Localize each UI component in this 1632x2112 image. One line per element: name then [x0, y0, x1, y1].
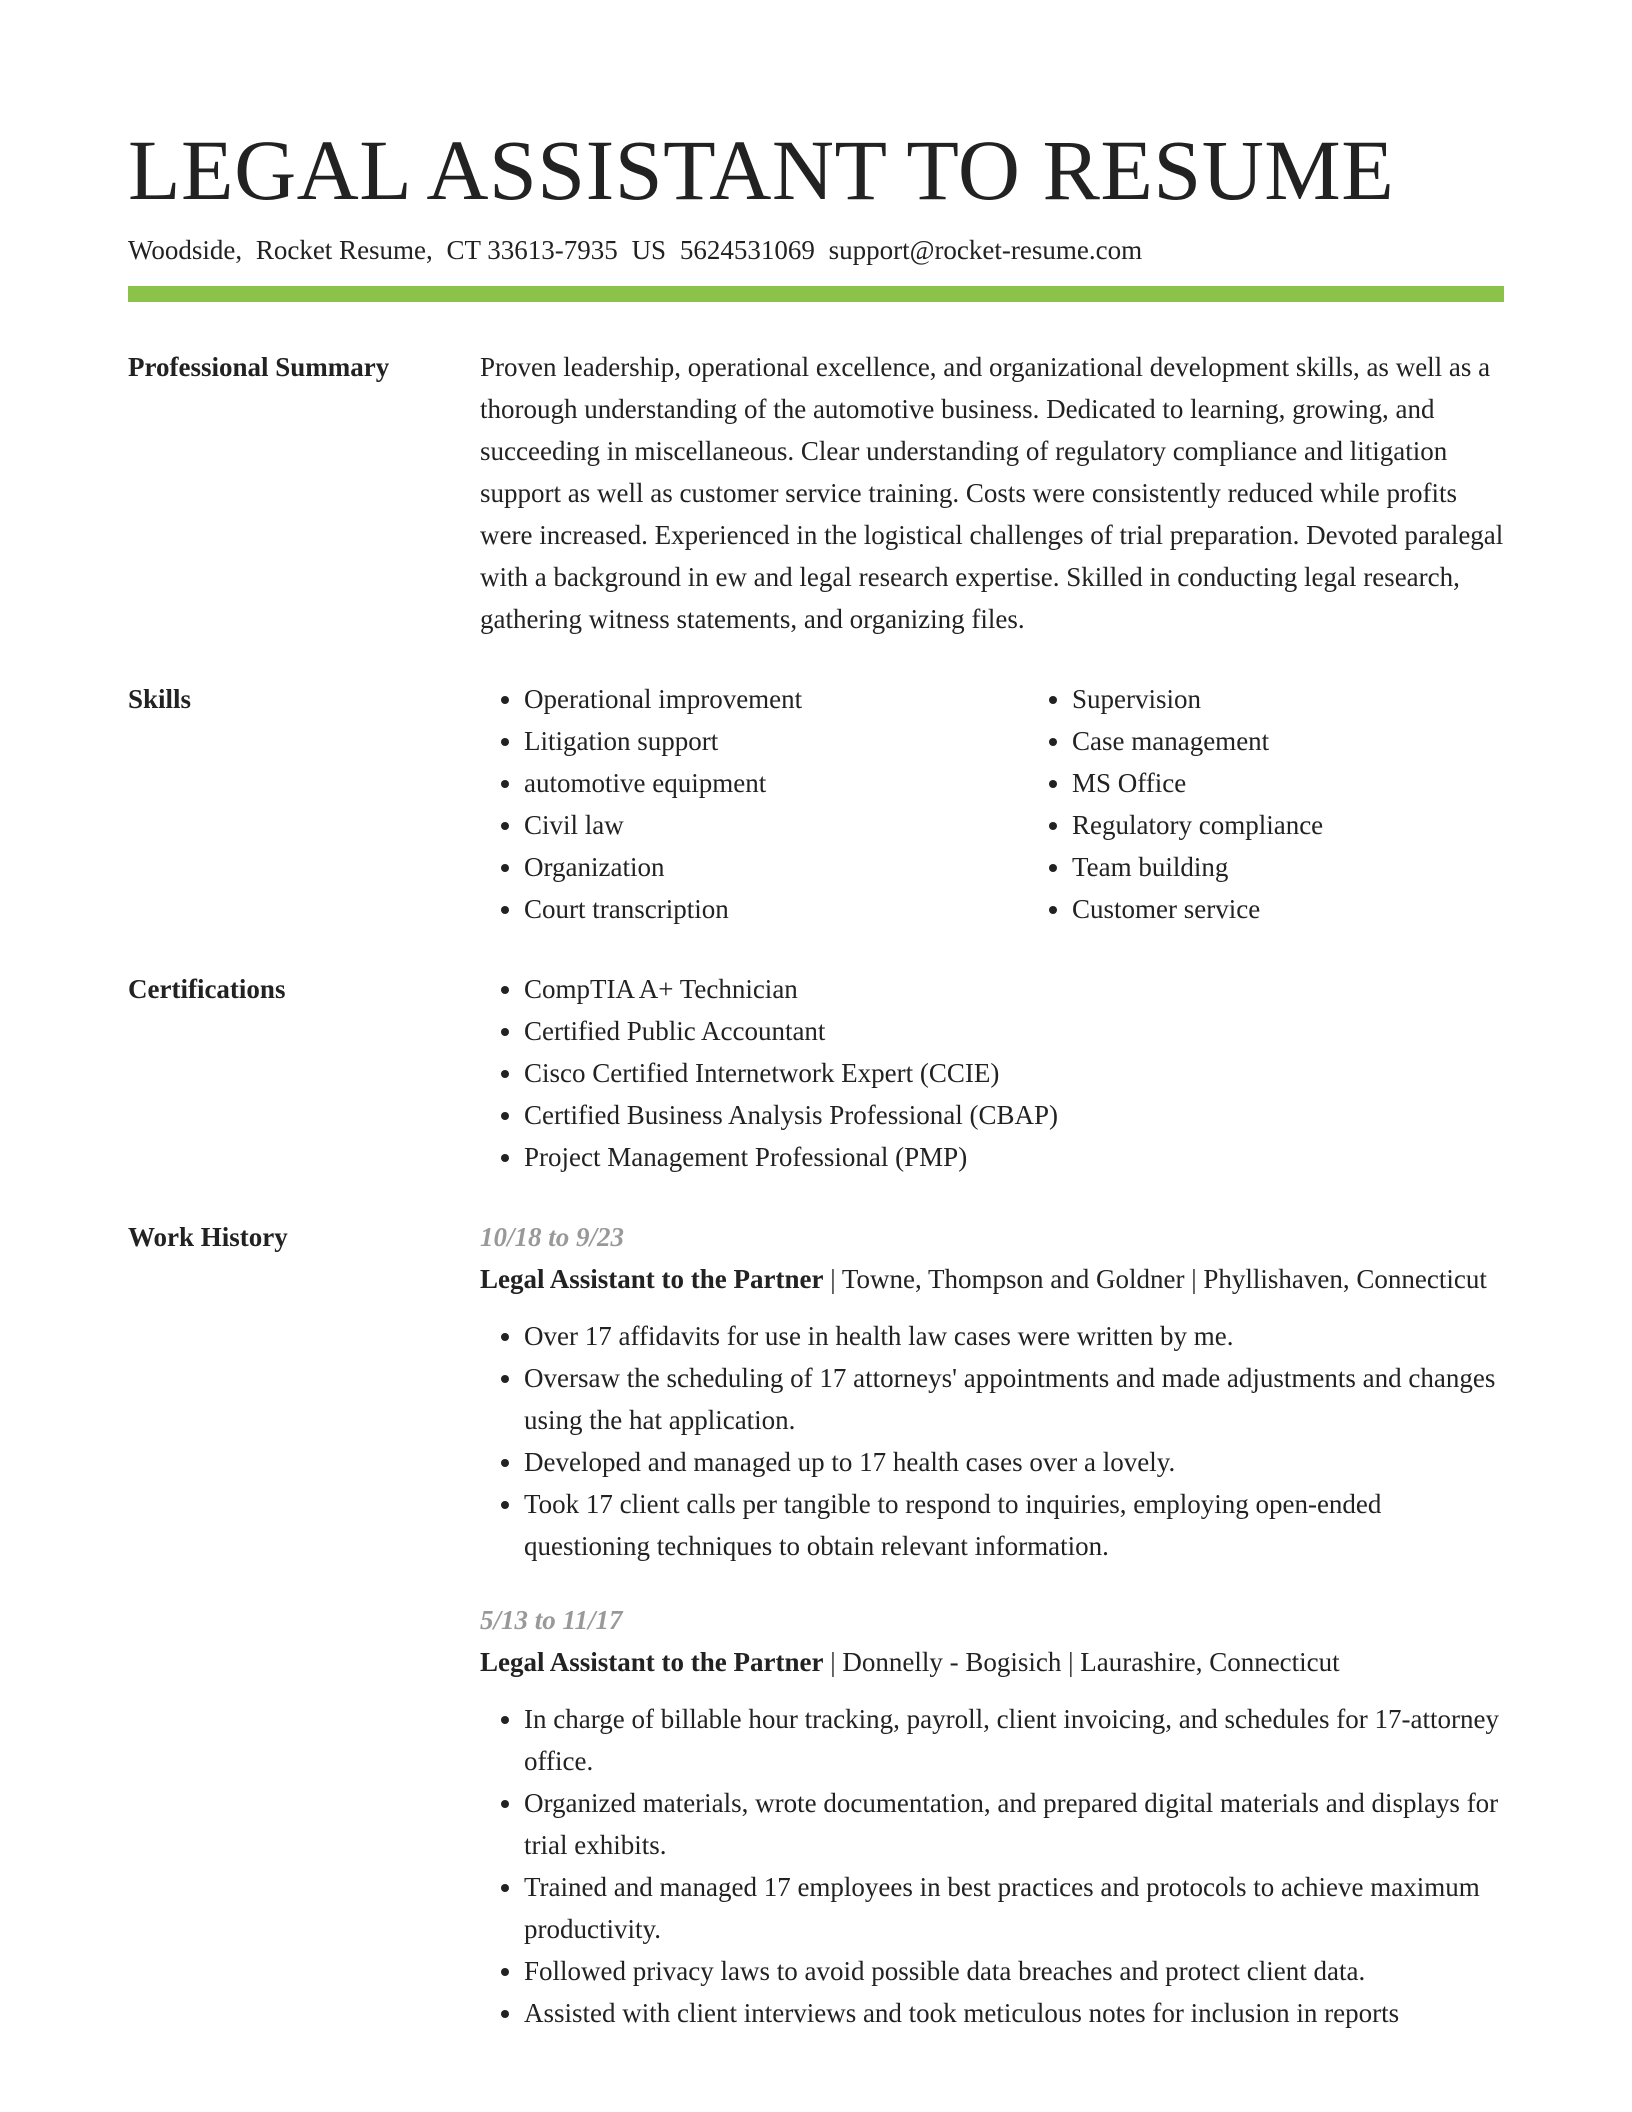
job-dates: 10/18 to 9/23 [480, 1222, 625, 1252]
contact-email: support@rocket-resume.com [828, 235, 1143, 265]
job-bullet: • Took 17 client calls per tangible to respond to inquiries, employing open-ended questioning techniques to obtain relevant information. [524, 1483, 1504, 1567]
certification-item: • Project Management Professional (PMP) [524, 1136, 1504, 1178]
job-bullet: • In charge of billable hour tracking, payroll, client invoicing, and schedules for 17-attorney office. [524, 1698, 1504, 1782]
job-title: Legal Assistant to the Partner [480, 1647, 824, 1677]
job-bullet: • Trained and managed 17 employees in best practices and protocols to achieve maximum productivity. [524, 1866, 1504, 1950]
skill-item: • Litigation support [524, 720, 1028, 762]
job-details: | Towne, Thompson and Goldner | Phyllishaven, Connecticut [823, 1264, 1487, 1294]
job-bullet: • Assisted with client interviews and took meticulous notes for inclusion in reports [524, 1992, 1504, 2034]
resume-name: LEGAL ASSISTANT TO RESUME [128, 122, 1395, 218]
job-bullet: • Over 17 affidavits for use in health law cases were written by me. [524, 1315, 1504, 1357]
job-entry [480, 1216, 1504, 1567]
summary-heading: Professional Summary [128, 352, 390, 382]
job-bullet: • Organized materials, wrote documentation, and prepared digital materials and displays for trial exhibits. [524, 1782, 1504, 1866]
job-details: | Donnelly - Bogisich | Laurashire, Connecticut [823, 1647, 1340, 1677]
skills-list-left [480, 678, 1028, 930]
header-divider [128, 286, 1504, 302]
summary-content [480, 346, 1504, 640]
skill-item: • Regulatory compliance [1072, 804, 1576, 846]
resume-page [128, 120, 1504, 2034]
contact-line [128, 232, 1504, 268]
summary-section [128, 346, 1504, 640]
contact-phone: 5624531069 [679, 235, 815, 265]
contact-city: Woodside, [128, 235, 243, 265]
certifications-content [480, 968, 1504, 1178]
skill-item: • Supervision [1072, 678, 1576, 720]
skills-section [128, 678, 1504, 930]
job-bullet: • Oversaw the scheduling of 17 attorneys' appointments and made adjustments and changes using the hat application. [524, 1357, 1504, 1441]
skill-item: • Court transcription [524, 888, 1028, 930]
skill-item: • Case management [1072, 720, 1576, 762]
certification-item: • CompTIA A+ Technician [524, 968, 1504, 1010]
certification-item: • Certified Business Analysis Professional (CBAP) [524, 1094, 1504, 1136]
job-bullets [480, 1315, 1504, 1567]
skills-heading: Skills [128, 684, 192, 714]
skill-item: • automotive equipment [524, 762, 1028, 804]
certifications-section [128, 968, 1504, 1178]
skill-item: • Operational improvement [524, 678, 1028, 720]
contact-country: US [631, 235, 667, 265]
certification-item: • Cisco Certified Internetwork Expert (CCIE) [524, 1052, 1504, 1094]
work-history-section [128, 1216, 1504, 2034]
job-heading [480, 1258, 1504, 1300]
job-dates: 5/13 to 11/17 [480, 1605, 623, 1635]
job-heading [480, 1641, 1504, 1683]
summary-text: Proven leadership, operational excellence, and organizational development skills, as well as a thorough understanding of the automotive business. Dedicated to learning, growing, and succeeding in miscellaneous. Clear understanding of regulatory compliance and litigation support as well as customer service training. Costs were consistently reduced while profits were increased. Experienced in the logistical challenges of trial preparation. Devoted paralegal with a background in ew and legal research expertise. Skilled in conducting legal research, gathering witness statements, and organizing files. [480, 352, 1504, 634]
job-bullet: • Followed privacy laws to avoid possible data breaches and protect client data. [524, 1950, 1504, 1992]
skill-item: • Organization [524, 846, 1028, 888]
certifications-heading: Certifications [128, 974, 286, 1004]
job-bullets [480, 1698, 1504, 2034]
work-history-content [480, 1216, 1504, 2034]
job-entry [480, 1599, 1504, 2034]
contact-company: Rocket Resume, [255, 235, 433, 265]
skill-item: • MS Office [1072, 762, 1576, 804]
certifications-list [480, 968, 1504, 1178]
skills-list-right [1028, 678, 1576, 930]
work-history-heading: Work History [128, 1222, 288, 1252]
job-bullet: • Developed and managed up to 17 health cases over a lovely. [524, 1441, 1504, 1483]
skill-item: • Customer service [1072, 888, 1576, 930]
skills-content [480, 678, 1576, 930]
certification-item: • Certified Public Accountant [524, 1010, 1504, 1052]
contact-state-zip: CT 33613-7935 [446, 235, 618, 265]
skill-item: • Team building [1072, 846, 1576, 888]
skill-item: • Civil law [524, 804, 1028, 846]
job-title: Legal Assistant to the Partner [480, 1264, 824, 1294]
